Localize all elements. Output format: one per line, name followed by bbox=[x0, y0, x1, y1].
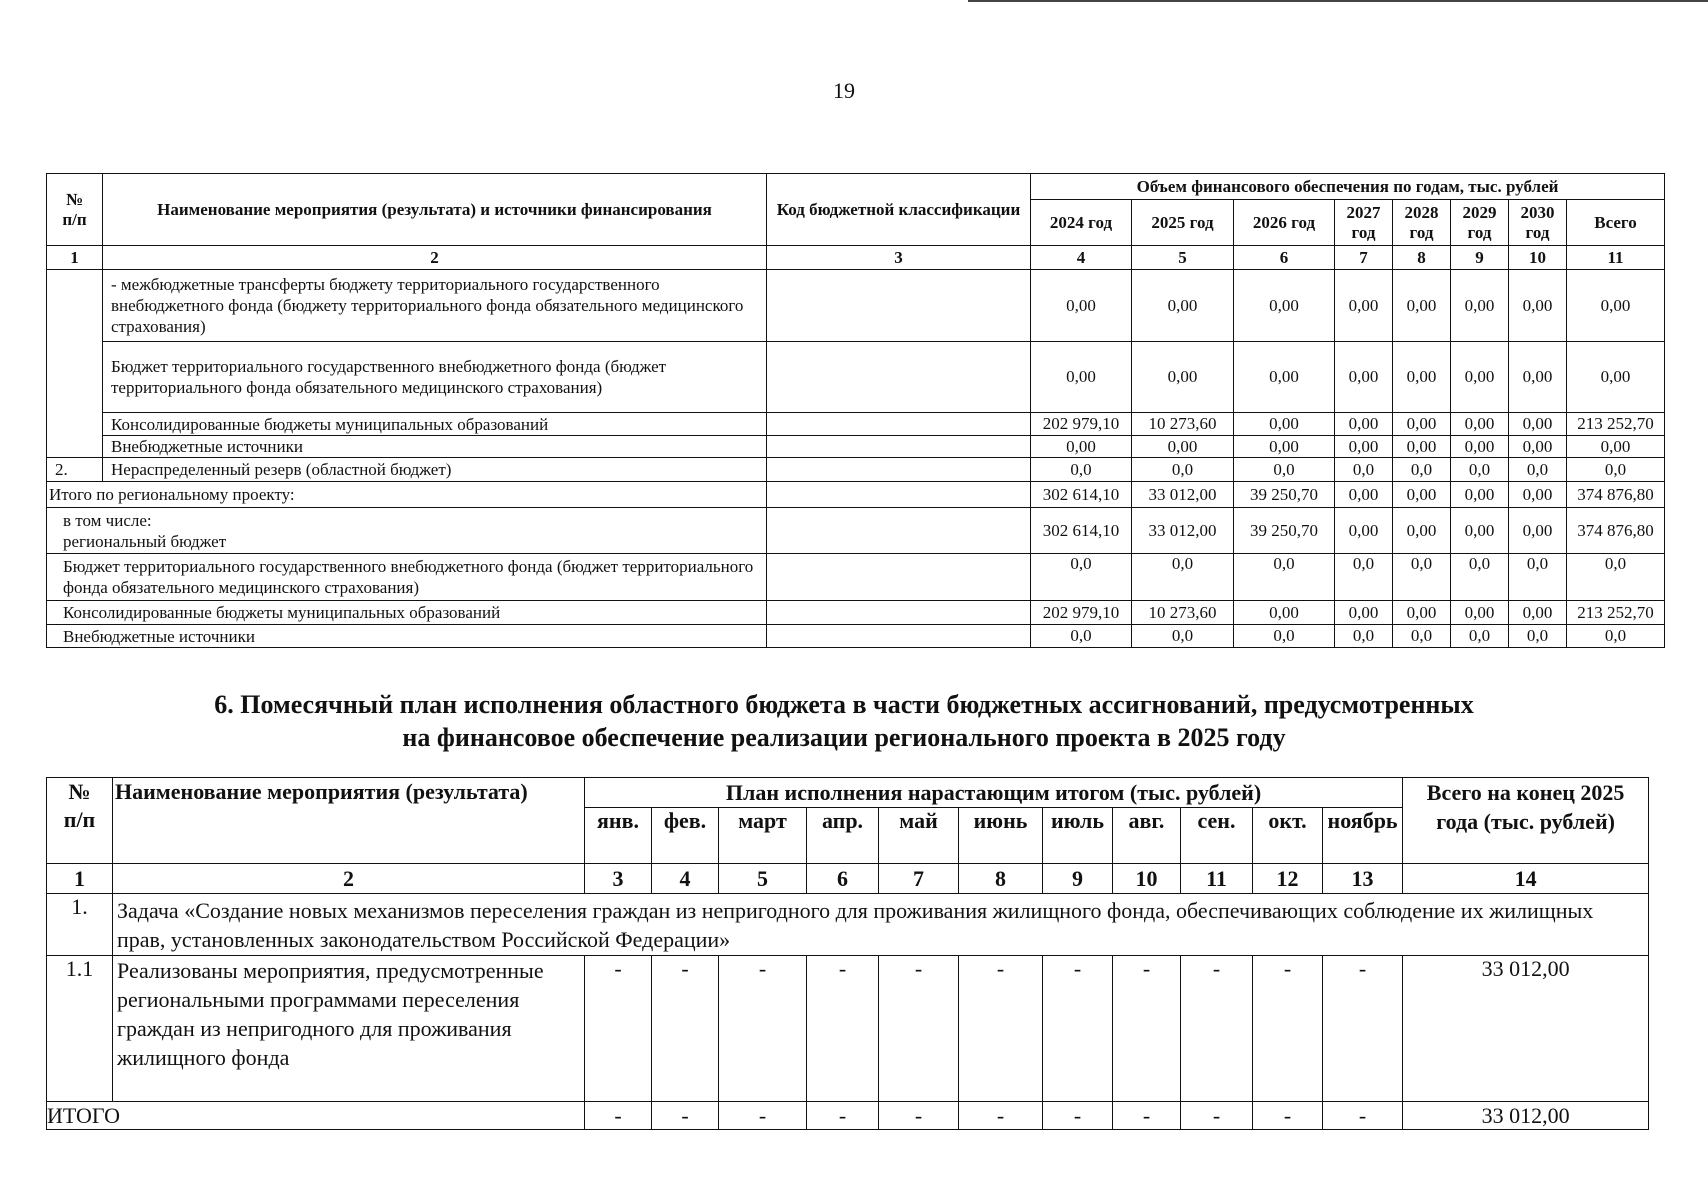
month-value: - bbox=[959, 1102, 1043, 1130]
itogo-row bbox=[47, 1102, 1649, 1130]
table-row bbox=[47, 270, 1665, 342]
value-cell: 0,0 bbox=[1335, 458, 1393, 482]
value-cell: 0,00 bbox=[1393, 413, 1451, 436]
column-number: 7 bbox=[1335, 246, 1393, 270]
value-cell: 10 273,60 bbox=[1132, 413, 1234, 436]
header-num: № п/п bbox=[47, 778, 113, 864]
value-cell: 0,00 bbox=[1234, 342, 1335, 413]
month-value: - bbox=[959, 956, 1043, 1102]
value-cell: 0,00 bbox=[1393, 270, 1451, 342]
value-cell: 33 012,00 bbox=[1132, 482, 1234, 508]
table-row bbox=[47, 554, 1665, 601]
header-year: 2028 год bbox=[1393, 200, 1451, 246]
header-volume: Объем финансового обеспечения по годам, тыс. рублей bbox=[1031, 174, 1665, 200]
month-value: - bbox=[585, 1102, 652, 1130]
month-value: - bbox=[1113, 956, 1181, 1102]
column-number: 3 bbox=[767, 246, 1031, 270]
value-cell: 0,0 bbox=[1393, 554, 1451, 601]
month-value: - bbox=[1253, 956, 1323, 1102]
month-value: - bbox=[807, 1102, 879, 1130]
value-cell: 0,0 bbox=[1567, 554, 1665, 601]
section-title bbox=[0, 688, 1688, 754]
value-cell: 302 614,10 bbox=[1031, 482, 1132, 508]
value-cell: 0,0 bbox=[1335, 625, 1393, 648]
header-year: 2029 год bbox=[1451, 200, 1509, 246]
value-cell: 0,0 bbox=[1509, 554, 1567, 601]
row-name: Внебюджетные источники bbox=[47, 625, 767, 648]
section-title-line-2: на финансовое обеспечение реализации регионального проекта в 2025 году bbox=[402, 723, 1286, 752]
value-cell: 0,0 bbox=[1335, 554, 1393, 601]
value-cell: 0,00 bbox=[1451, 482, 1509, 508]
row-name: Консолидированные бюджеты муниципальных образований bbox=[103, 413, 767, 436]
table2-column-numbers bbox=[47, 864, 1649, 894]
value-cell: 0,00 bbox=[1335, 508, 1393, 554]
item-total: 33 012,00 bbox=[1403, 956, 1649, 1102]
month-value: - bbox=[1323, 1102, 1403, 1130]
value-cell: 213 252,70 bbox=[1567, 601, 1665, 625]
value-cell: 0,00 bbox=[1451, 342, 1509, 413]
row-code bbox=[767, 458, 1031, 482]
value-cell: 0,0 bbox=[1567, 625, 1665, 648]
table-row bbox=[47, 413, 1665, 436]
value-cell: 0,0 bbox=[1509, 458, 1567, 482]
value-cell: 0,0 bbox=[1393, 458, 1451, 482]
column-number: 4 bbox=[1031, 246, 1132, 270]
value-cell: 10 273,60 bbox=[1132, 601, 1234, 625]
value-cell: 0,00 bbox=[1393, 508, 1451, 554]
value-cell: 0,00 bbox=[1567, 436, 1665, 458]
row-code bbox=[767, 342, 1031, 413]
column-number: 10 bbox=[1113, 864, 1181, 894]
row-code bbox=[767, 270, 1031, 342]
monthly-plan-table bbox=[46, 777, 1649, 1130]
value-cell: 0,00 bbox=[1335, 270, 1393, 342]
value-cell: 39 250,70 bbox=[1234, 482, 1335, 508]
header-year: 2030 год bbox=[1509, 200, 1567, 246]
row-name: Бюджет территориального государственного внебюджетного фонда (бюджет территориального фонда обязательного медицинского страхования) bbox=[103, 342, 767, 413]
month-value: - bbox=[652, 1102, 719, 1130]
header-plan: План исполнения нарастающим итогом (тыс. рублей) bbox=[585, 778, 1403, 808]
row-code bbox=[767, 413, 1031, 436]
value-cell: 0,00 bbox=[1451, 601, 1509, 625]
table-row bbox=[47, 625, 1665, 648]
row-name: в том числе: региональный бюджет bbox=[47, 508, 767, 554]
table-row bbox=[47, 436, 1665, 458]
row-code bbox=[767, 508, 1031, 554]
value-cell: 0,00 bbox=[1335, 413, 1393, 436]
column-number: 1 bbox=[47, 246, 103, 270]
column-number: 10 bbox=[1509, 246, 1567, 270]
value-cell: 213 252,70 bbox=[1567, 413, 1665, 436]
value-cell: 0,0 bbox=[1451, 625, 1509, 648]
item-num: 1.1 bbox=[47, 956, 113, 1102]
header-month: июнь bbox=[959, 808, 1043, 864]
value-cell: 0,00 bbox=[1451, 508, 1509, 554]
table-row bbox=[47, 458, 1665, 482]
table1-column-numbers bbox=[47, 246, 1665, 270]
value-cell: 0,00 bbox=[1132, 270, 1234, 342]
value-cell: 0,00 bbox=[1509, 342, 1567, 413]
value-cell: 374 876,80 bbox=[1567, 482, 1665, 508]
value-cell: 202 979,10 bbox=[1031, 601, 1132, 625]
value-cell: 0,00 bbox=[1509, 270, 1567, 342]
month-value: - bbox=[1043, 1102, 1113, 1130]
value-cell: 0,0 bbox=[1031, 458, 1132, 482]
value-cell: 0,00 bbox=[1393, 342, 1451, 413]
value-cell: 0,00 bbox=[1234, 270, 1335, 342]
value-cell: 0,00 bbox=[1393, 482, 1451, 508]
column-number: 11 bbox=[1567, 246, 1665, 270]
value-cell: 0,0 bbox=[1451, 554, 1509, 601]
header-month: апр. bbox=[807, 808, 879, 864]
header-year: 2025 год bbox=[1132, 200, 1234, 246]
header-month: май bbox=[879, 808, 959, 864]
row-num bbox=[47, 270, 103, 458]
value-cell: 0,0 bbox=[1509, 625, 1567, 648]
value-cell: 374 876,80 bbox=[1567, 508, 1665, 554]
month-value: - bbox=[807, 956, 879, 1102]
column-number: 2 bbox=[113, 864, 585, 894]
value-cell: 0,00 bbox=[1509, 436, 1567, 458]
value-cell: 33 012,00 bbox=[1132, 508, 1234, 554]
month-value: - bbox=[719, 1102, 807, 1130]
top-rule bbox=[968, 0, 1708, 2]
month-value: - bbox=[1113, 1102, 1181, 1130]
row-code bbox=[767, 482, 1031, 508]
row-code bbox=[767, 436, 1031, 458]
task-num: 1. bbox=[47, 894, 113, 956]
header-name: Наименование мероприятия (результата) bbox=[113, 778, 585, 864]
value-cell: 0,00 bbox=[1509, 482, 1567, 508]
column-number: 12 bbox=[1253, 864, 1323, 894]
value-cell: 0,00 bbox=[1451, 436, 1509, 458]
row-name: Внебюджетные источники bbox=[103, 436, 767, 458]
page-number: 19 bbox=[833, 78, 855, 103]
value-cell: 202 979,10 bbox=[1031, 413, 1132, 436]
value-cell: 0,0 bbox=[1234, 458, 1335, 482]
month-value: - bbox=[1181, 1102, 1253, 1130]
value-cell: 0,0 bbox=[1132, 625, 1234, 648]
value-cell: 0,00 bbox=[1234, 601, 1335, 625]
value-cell: 0,0 bbox=[1451, 458, 1509, 482]
value-cell: 0,00 bbox=[1335, 601, 1393, 625]
task-text: Задача «Создание новых механизмов переселения граждан из непригодного для проживания жилищного фонда, обеспечивающих соблюдение их жилищных прав, установленных законодательством Российской Федерации» bbox=[113, 894, 1649, 956]
column-number: 1 bbox=[47, 864, 113, 894]
row-name: Консолидированные бюджеты муниципальных образований bbox=[47, 601, 767, 625]
table2-header-row-1 bbox=[47, 778, 1649, 808]
header-code: Код бюджетной классификации bbox=[767, 174, 1031, 246]
column-number: 3 bbox=[585, 864, 652, 894]
value-cell: 0,00 bbox=[1509, 413, 1567, 436]
header-month: март bbox=[719, 808, 807, 864]
value-cell: 0,00 bbox=[1031, 342, 1132, 413]
row-code bbox=[767, 554, 1031, 601]
value-cell: 0,0 bbox=[1132, 554, 1234, 601]
value-cell: 0,0 bbox=[1234, 625, 1335, 648]
task-row bbox=[47, 894, 1649, 956]
section-title-line-1: 6. Помесячный план исполнения областного бюджета в части бюджетных ассигнований, предусмотренных bbox=[214, 690, 1474, 719]
column-number: 9 bbox=[1451, 246, 1509, 270]
value-cell: 0,00 bbox=[1509, 601, 1567, 625]
header-month: окт. bbox=[1253, 808, 1323, 864]
month-value: - bbox=[719, 956, 807, 1102]
column-number: 2 bbox=[103, 246, 767, 270]
value-cell: 0,00 bbox=[1451, 413, 1509, 436]
header-year: 2026 год bbox=[1234, 200, 1335, 246]
value-cell: 0,00 bbox=[1509, 508, 1567, 554]
value-cell: 0,00 bbox=[1335, 436, 1393, 458]
row-code bbox=[767, 625, 1031, 648]
header-month: фев. bbox=[652, 808, 719, 864]
column-number: 9 bbox=[1043, 864, 1113, 894]
column-number: 13 bbox=[1323, 864, 1403, 894]
financing-table bbox=[46, 173, 1665, 648]
row-name: Итого по региональному проекту: bbox=[47, 482, 767, 508]
row-code bbox=[767, 601, 1031, 625]
row-name: Бюджет территориального государственного внебюджетного фонда (бюджет территориального фонда обязательного медицинского страхования) bbox=[47, 554, 767, 601]
table-row bbox=[47, 508, 1665, 554]
row-num: 2. bbox=[47, 458, 103, 482]
value-cell: 0,00 bbox=[1234, 413, 1335, 436]
month-value: - bbox=[1181, 956, 1253, 1102]
month-value: - bbox=[585, 956, 652, 1102]
table-row bbox=[47, 482, 1665, 508]
value-cell: 0,00 bbox=[1451, 270, 1509, 342]
header-month: янв. bbox=[585, 808, 652, 864]
column-number: 14 bbox=[1403, 864, 1649, 894]
month-value: - bbox=[1043, 956, 1113, 1102]
value-cell: 0,0 bbox=[1567, 458, 1665, 482]
column-number: 7 bbox=[879, 864, 959, 894]
value-cell: 0,00 bbox=[1335, 342, 1393, 413]
header-month: июль bbox=[1043, 808, 1113, 864]
month-value: - bbox=[879, 1102, 959, 1130]
value-cell: 0,0 bbox=[1031, 554, 1132, 601]
column-number: 5 bbox=[1132, 246, 1234, 270]
column-number: 5 bbox=[719, 864, 807, 894]
itogo-total: 33 012,00 bbox=[1403, 1102, 1649, 1130]
header-year: 2027 год bbox=[1335, 200, 1393, 246]
table-row bbox=[47, 342, 1665, 413]
header-total: Всего на конец 2025 года (тыс. рублей) bbox=[1403, 778, 1649, 864]
row-name: Нераспределенный резерв (областной бюджет) bbox=[103, 458, 767, 482]
header-month: ноябрь bbox=[1323, 808, 1403, 864]
column-number: 4 bbox=[652, 864, 719, 894]
value-cell: 0,00 bbox=[1132, 436, 1234, 458]
header-total: Всего bbox=[1567, 200, 1665, 246]
table-row bbox=[47, 601, 1665, 625]
value-cell: 0,00 bbox=[1393, 601, 1451, 625]
item-name: Реализованы мероприятия, предусмотренные региональными программами переселения граждан из непригодного для проживания жилищного фонда bbox=[113, 956, 585, 1102]
header-num: № п/п bbox=[47, 174, 103, 246]
table1-header-row-1 bbox=[47, 174, 1665, 200]
value-cell: 0,00 bbox=[1031, 436, 1132, 458]
value-cell: 0,0 bbox=[1132, 458, 1234, 482]
value-cell: 0,00 bbox=[1335, 482, 1393, 508]
header-year: 2024 год bbox=[1031, 200, 1132, 246]
value-cell: 0,0 bbox=[1234, 554, 1335, 601]
column-number: 8 bbox=[1393, 246, 1451, 270]
value-cell: 0,00 bbox=[1567, 342, 1665, 413]
column-number: 8 bbox=[959, 864, 1043, 894]
header-name: Наименование мероприятия (результата) и источники финансирования bbox=[103, 174, 767, 246]
header-month: авг. bbox=[1113, 808, 1181, 864]
month-value: - bbox=[652, 956, 719, 1102]
column-number: 6 bbox=[1234, 246, 1335, 270]
table-row bbox=[47, 956, 1649, 1102]
value-cell: 0,00 bbox=[1567, 270, 1665, 342]
value-cell: 0,0 bbox=[1031, 625, 1132, 648]
value-cell: 0,0 bbox=[1393, 625, 1451, 648]
month-value: - bbox=[879, 956, 959, 1102]
column-number: 11 bbox=[1181, 864, 1253, 894]
itogo-label: ИТОГО bbox=[47, 1102, 585, 1130]
value-cell: 0,00 bbox=[1393, 436, 1451, 458]
value-cell: 302 614,10 bbox=[1031, 508, 1132, 554]
column-number: 6 bbox=[807, 864, 879, 894]
header-month: сен. bbox=[1181, 808, 1253, 864]
value-cell: 0,00 bbox=[1031, 270, 1132, 342]
value-cell: 39 250,70 bbox=[1234, 508, 1335, 554]
row-name: - межбюджетные трансферты бюджету территориального государственного внебюджетного фонда (бюджету территориального фонда обязательного медицинского страхования) bbox=[103, 270, 767, 342]
value-cell: 0,00 bbox=[1132, 342, 1234, 413]
month-value: - bbox=[1253, 1102, 1323, 1130]
month-value: - bbox=[1323, 956, 1403, 1102]
value-cell: 0,00 bbox=[1234, 436, 1335, 458]
